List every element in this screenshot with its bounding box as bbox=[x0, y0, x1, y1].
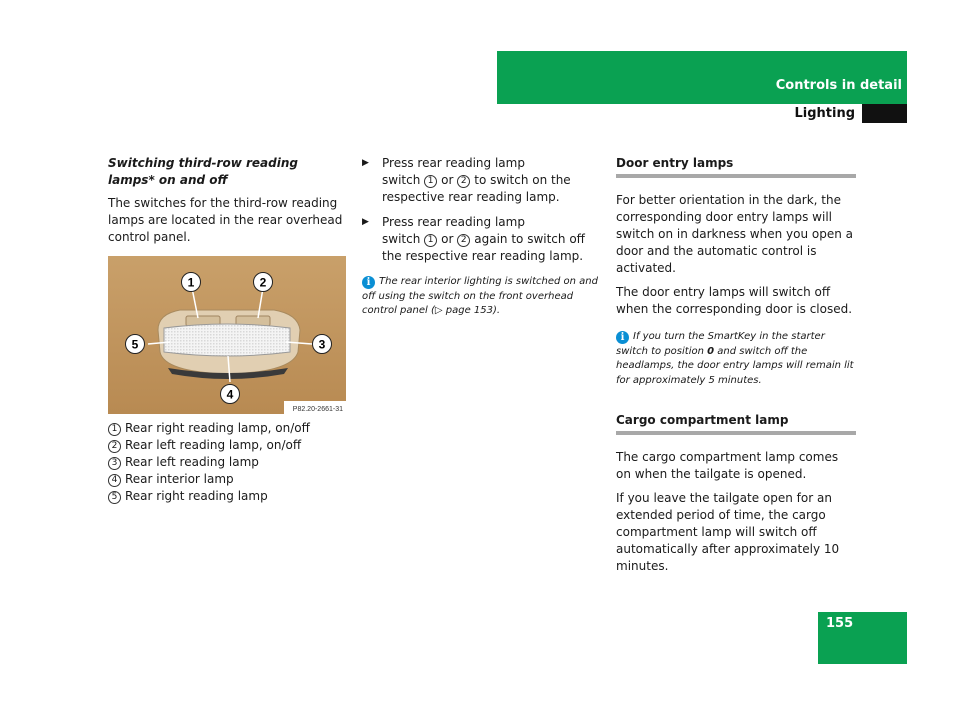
cargo-paragraph-1: The cargo compartment lamp comes on when the tailgate is opened. bbox=[616, 450, 839, 481]
step-text: to switch on the respective rear reading lamp. bbox=[382, 173, 571, 204]
callout-3 bbox=[313, 335, 332, 354]
note-text: and switch off the headlamps, the door entry lamps will remain lit for approximately 5 minutes. bbox=[616, 345, 854, 386]
svg-text:4: 4 bbox=[226, 387, 234, 402]
intro-paragraph: The switches for the third-row reading lamps are located in the rear overhead control panel. bbox=[108, 196, 343, 244]
note-rear-lighting bbox=[362, 275, 602, 319]
step-number: 1 bbox=[424, 175, 437, 188]
figure-legend bbox=[108, 420, 348, 505]
legend-number: 1 bbox=[108, 423, 121, 436]
heading-cargo-lamp: Cargo compartment lamp bbox=[616, 412, 856, 435]
legend-number: 4 bbox=[108, 474, 121, 487]
page-number: 155 bbox=[826, 616, 854, 631]
svg-text:1: 1 bbox=[187, 275, 195, 290]
column-right bbox=[616, 155, 856, 582]
step-text: or bbox=[441, 232, 454, 246]
column-middle bbox=[362, 155, 602, 319]
figure-code: P82.20-2661-31 bbox=[292, 406, 343, 413]
step-text: Press rear reading lamp bbox=[382, 156, 525, 170]
legend-item bbox=[108, 471, 348, 488]
legend-item bbox=[108, 488, 348, 505]
note-text: If you turn the SmartKey in the starter switch to position bbox=[616, 331, 825, 357]
info-icon: i bbox=[616, 331, 629, 344]
step-number: 1 bbox=[424, 234, 437, 247]
svg-text:2: 2 bbox=[259, 275, 267, 290]
legend-item bbox=[108, 437, 348, 454]
legend-item bbox=[108, 454, 348, 471]
cargo-paragraph-2: If you leave the tailgate open for an extended period of time, the cargo compartment lamp will switch off automatically after approximately 10 minutes. bbox=[616, 491, 840, 573]
legend-text: Rear left reading lamp, on/off bbox=[125, 438, 302, 452]
step-text: switch bbox=[382, 173, 421, 187]
callout-4 bbox=[221, 385, 240, 404]
step-text: switch bbox=[382, 232, 421, 246]
info-icon: i bbox=[362, 276, 375, 289]
legend-item bbox=[108, 420, 348, 437]
svg-text:3: 3 bbox=[318, 337, 326, 352]
section-title: Controls in detail bbox=[775, 78, 902, 93]
subheading-reading-lamps: Switching third-row reading lamps* on and off bbox=[108, 156, 298, 187]
callout-1 bbox=[182, 273, 201, 292]
legend-number: 5 bbox=[108, 491, 121, 504]
triangle-bullet-icon: ▶ bbox=[362, 158, 369, 168]
callout-2 bbox=[254, 273, 273, 292]
step-number: 2 bbox=[457, 234, 470, 247]
subsection-marker bbox=[862, 104, 907, 123]
callout-5 bbox=[126, 335, 145, 354]
legend-text: Rear left reading lamp bbox=[125, 455, 259, 469]
svg-text:5: 5 bbox=[131, 337, 139, 352]
overhead-panel-figure bbox=[108, 256, 346, 414]
note-door-entry bbox=[616, 330, 856, 388]
legend-number: 2 bbox=[108, 440, 121, 453]
triangle-bullet-icon: ▶ bbox=[362, 217, 369, 227]
step-number: 2 bbox=[457, 175, 470, 188]
legend-number: 3 bbox=[108, 457, 121, 470]
step-switch-off bbox=[362, 214, 602, 265]
legend-text: Rear right reading lamp, on/off bbox=[125, 421, 310, 435]
lamp-lens bbox=[164, 324, 290, 356]
step-switch-on bbox=[362, 155, 602, 206]
door-paragraph-2: The door entry lamps will switch off when the corresponding door is closed. bbox=[616, 285, 853, 316]
step-text: again to switch off the respective rear reading lamp. bbox=[382, 232, 585, 263]
note-text: The rear interior lighting is switched on and off using the switch on the front overhead control panel (▷ page 153). bbox=[362, 276, 598, 316]
subsection-title: Lighting bbox=[794, 106, 855, 121]
step-text: Press rear reading lamp bbox=[382, 215, 525, 229]
door-paragraph-1: For better orientation in the dark, the corresponding door entry lamps will switch on in darkness when you open a door and the automatic control is activated. bbox=[616, 193, 853, 275]
legend-text: Rear interior lamp bbox=[125, 472, 234, 486]
column-left bbox=[108, 155, 348, 505]
heading-door-entry-lamps: Door entry lamps bbox=[616, 155, 856, 178]
note-position: 0 bbox=[707, 345, 715, 357]
step-text: or bbox=[441, 173, 454, 187]
legend-text: Rear right reading lamp bbox=[125, 489, 268, 503]
